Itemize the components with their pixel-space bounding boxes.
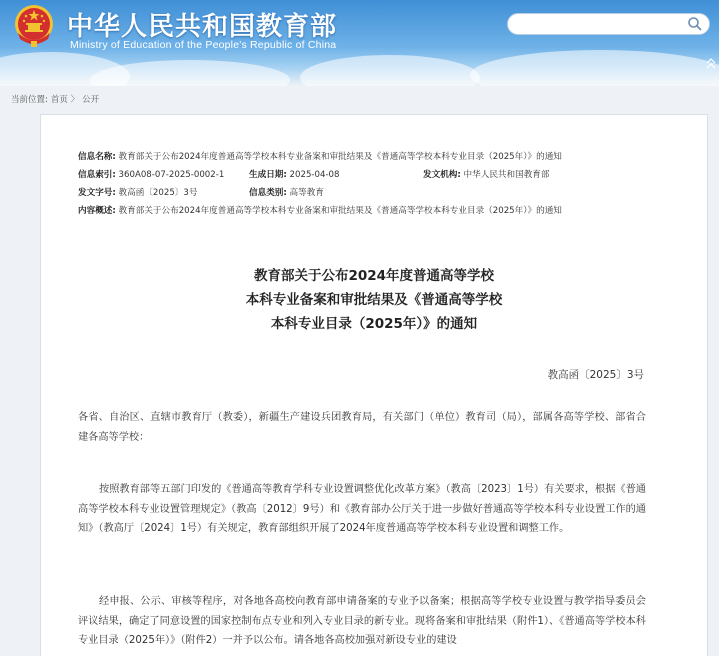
meta-index-label: 信息索引: (78, 170, 116, 180)
meta-date-label: 生成日期: (249, 170, 287, 180)
scroll-up-icon[interactable] (706, 58, 716, 70)
site-subtitle: Ministry of Education of the People's Republic of China (70, 39, 337, 51)
meta-category-label: 信息类别: (249, 188, 287, 198)
breadcrumb-current-link[interactable]: 公开 (82, 95, 100, 105)
meta-summary-value: 教育部关于公布2024年度普通高等学校本科专业备案和审批结果及《普通高等学校本科专业目录（2025年）》的通知 (118, 206, 562, 216)
meta-index-value: 360A08-07-2025-0002-1 (118, 170, 225, 180)
document-title-line-1: 教育部关于公布2024年度普通高等学校 (253, 268, 495, 284)
national-emblem-icon[interactable] (12, 3, 56, 49)
breadcrumb (11, 93, 99, 105)
document-title-line-3: 本科专业目录（2025年）》的通知 (270, 316, 478, 332)
meta-row-index (78, 168, 658, 186)
meta-date-value: 2025-04-08 (289, 170, 340, 180)
body-paragraph-addressees: 各省、自治区、直辖市教育厅（教委），新疆生产建设兵团教育局，有关部门（单位）教育司（局），部属各高等学校、部省合建各高等学校： (78, 412, 646, 443)
body-paragraph-background: 按照教育部等五部门印发的《普通高等教育学科专业设置调整优化改革方案》（教高〔2023〕1号）有关要求，根据《普通高等学校本科专业设置管理规定》（教高〔2012〕9号）和《教育部办公厅关于进一步做好普通高等学校本科专业设置工作的通知》（教高厅〔2024〕1号）有关规定，教育部组织开展了2024年度普通高等学校本科专业设置和调整工作。 (78, 484, 646, 534)
search-input[interactable] (507, 13, 710, 35)
meta-name-label: 信息名称: (78, 152, 116, 162)
info-metadata-table (78, 150, 658, 222)
meta-summary-label: 内容概述: (78, 206, 116, 216)
site-header (0, 0, 719, 86)
search-icon[interactable] (687, 16, 703, 32)
meta-row-name (78, 150, 658, 168)
site-title[interactable]: 中华人民共和国教育部 (67, 12, 338, 42)
header-cloud-decoration (470, 50, 719, 86)
meta-category-value: 高等教育 (289, 188, 324, 198)
meta-docnum-value: 教高函〔2025〕3号 (118, 188, 198, 198)
document-number: 教高函〔2025〕3号 (547, 369, 644, 381)
header-cloud-decoration (90, 60, 290, 86)
document-title (40, 264, 708, 336)
meta-name-value: 教育部关于公布2024年度普通高等学校本科专业备案和审批结果及《普通高等学校本科专业目录（2025年）》的通知 (118, 152, 562, 162)
meta-row-summary (78, 204, 658, 222)
breadcrumb-separator: 〉 (70, 95, 80, 105)
breadcrumb-home-link[interactable]: 首页 (50, 95, 68, 105)
meta-issuer-label: 发文机构: (423, 170, 461, 180)
header-cloud-decoration (300, 55, 480, 86)
document-title-line-2: 本科专业备案和审批结果及《普通高等学校 (245, 292, 503, 308)
breadcrumb-prefix: 当前位置: (11, 95, 48, 105)
meta-row-docnum (78, 186, 658, 204)
meta-docnum-label: 发文字号: (78, 188, 116, 198)
meta-issuer-value: 中华人民共和国教育部 (463, 170, 550, 180)
body-paragraph-results: 经申报、公示、审核等程序，对各地各高校向教育部申请备案的专业予以备案；根据高等学校专业设置与教学指导委员会评议结果，确定了同意设置的国家控制布点专业和列入专业目录的新专业。现将备案和审批结果（附件1）、《普通高等学校本科专业目录（2025年）》（附件2）一并予以公布。请各地各高校加强对新设专业的建设 (78, 596, 646, 646)
